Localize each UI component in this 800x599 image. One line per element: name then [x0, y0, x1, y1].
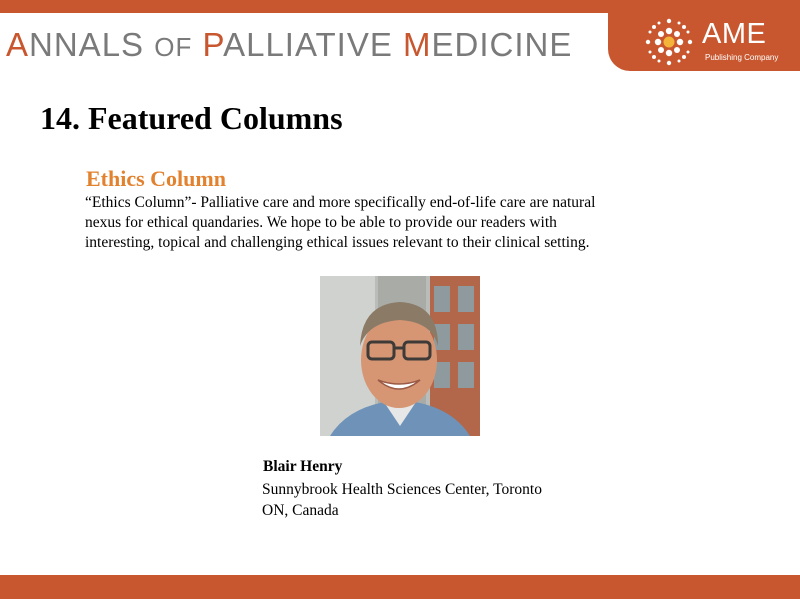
journal-title-initial-a: A [6, 26, 30, 63]
top-accent-bar [0, 0, 800, 13]
journal-title [6, 26, 572, 64]
journal-title-initial-p: P [202, 26, 224, 63]
author-photo [320, 276, 480, 436]
section-title: 14. Featured Columns [40, 100, 343, 136]
logo-subtext: Publishing Company [705, 53, 779, 62]
column-title: Ethics Column [86, 166, 226, 191]
journal-title-word-of: OF [154, 32, 193, 62]
description-line: interesting, topical and challenging ethical issues relevant to their clinical setting. [85, 234, 590, 251]
journal-title-word-annals: NNALS [29, 26, 145, 63]
bottom-accent-bar [0, 575, 800, 599]
description-line: “Ethics Column”- Palliative care and more specifically end-of-life care are natural [85, 194, 596, 211]
description-line: nexus for ethical quandaries. We hope to be able to provide our readers with [85, 214, 557, 231]
author-name: Blair Henry [263, 458, 343, 475]
journal-title-word-medicine: EDICINE [431, 26, 573, 63]
affiliation-line: ON, Canada [262, 502, 339, 519]
column-description [85, 193, 685, 253]
logo-text: AME [702, 18, 767, 50]
author-affiliation [262, 479, 542, 521]
ame-logo-icon [642, 15, 696, 69]
affiliation-line: Sunnybrook Health Sciences Center, Toronto [262, 481, 542, 498]
journal-title-initial-m: M [403, 26, 432, 63]
journal-title-word-palliative: ALLIATIVE [223, 26, 393, 63]
